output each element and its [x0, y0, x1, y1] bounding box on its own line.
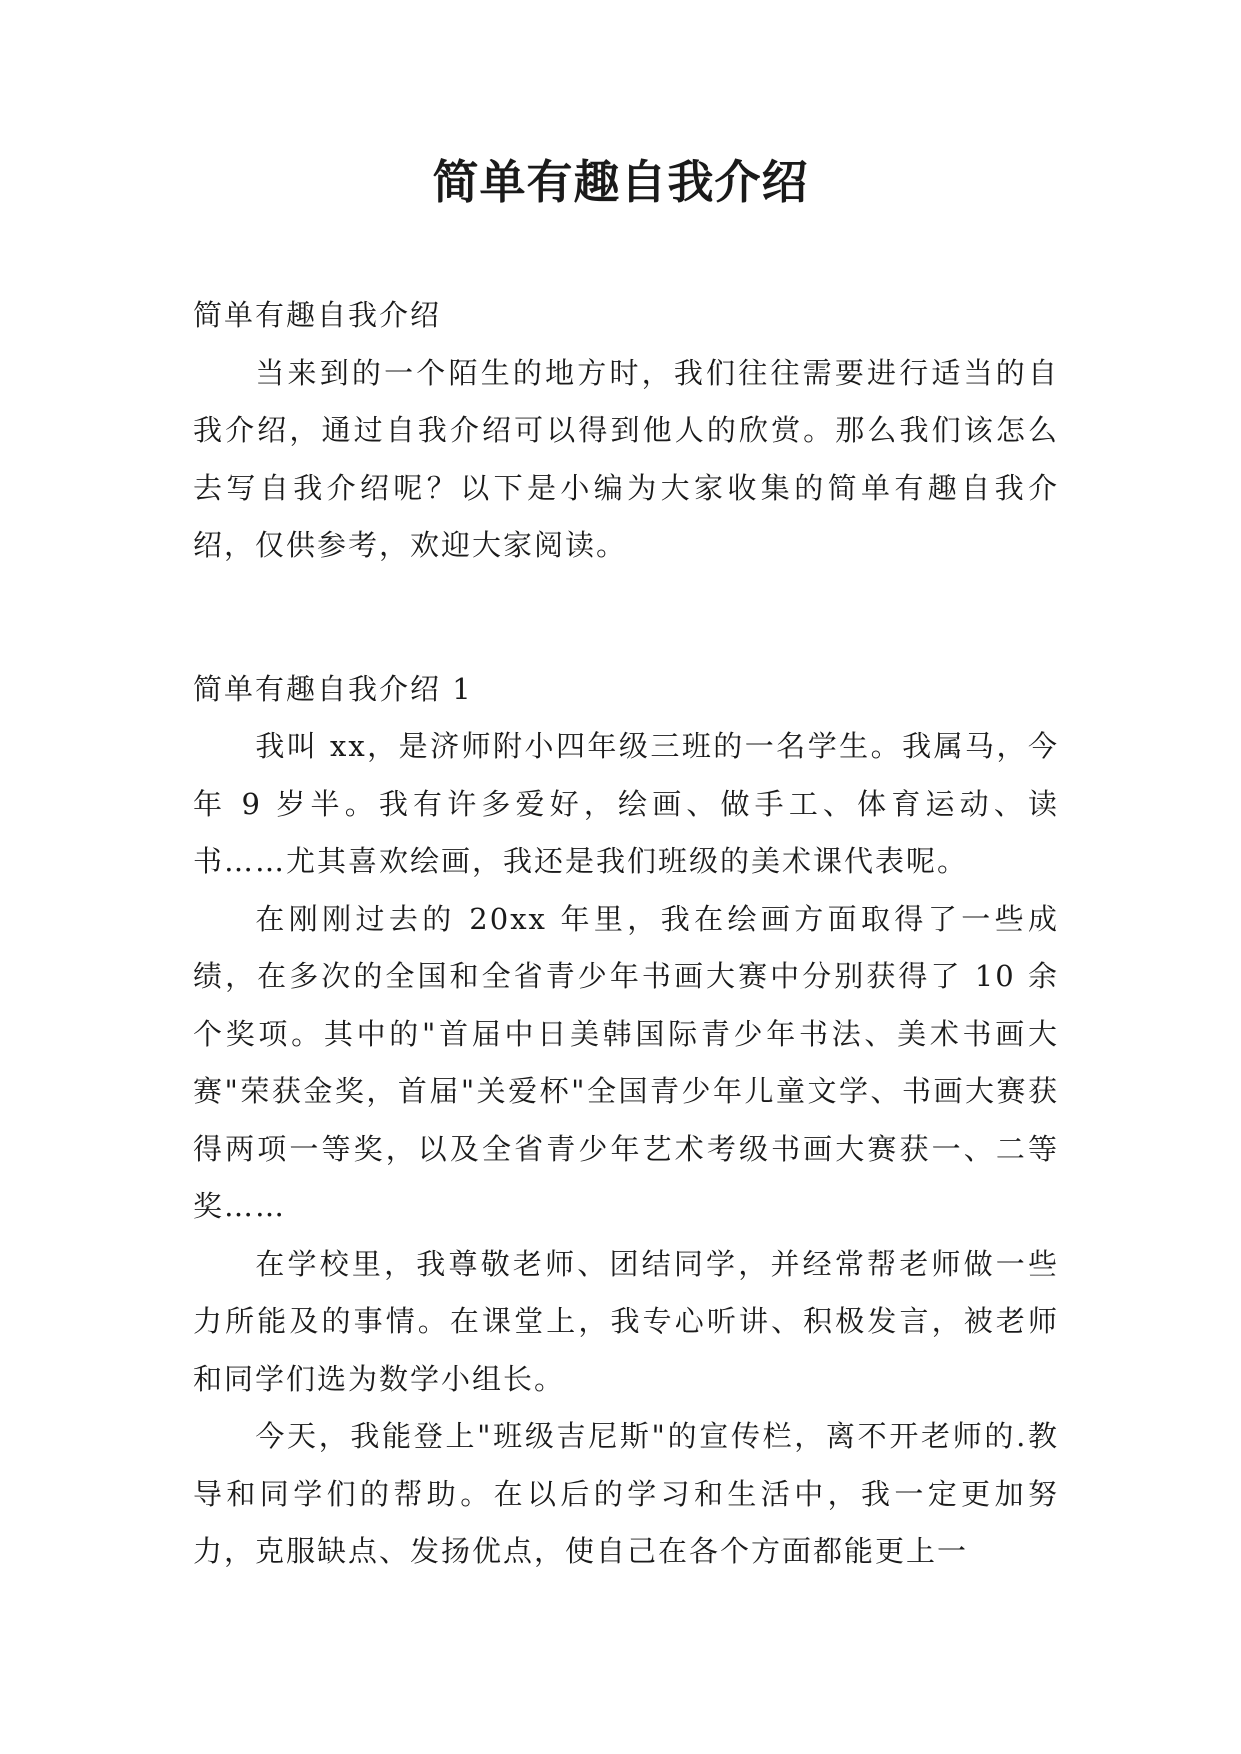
section-paragraph: 我叫 xx，是济师附小四年级三班的一名学生。我属马，今年 9 岁半。我有许多爱好，绘画、做手工、体育运动、读书……尤其喜欢绘画，我还是我们班级的美术课代表呢。: [193, 729, 1059, 878]
intro-paragraph: 当来到的一个陌生的地方时，我们往往需要进行适当的自我介绍，通过自我介绍可以得到他人的欣赏。那么我们该怎么去写自我介绍呢？以下是小编为大家收集的简单有趣自我介绍，仅供参考，欢迎大家阅读。: [193, 355, 1059, 562]
section-paragraph: 在学校里，我尊敬老师、团结同学，并经常帮老师做一些力所能及的事情。在课堂上，我专心听讲、积极发言，被老师和同学们选为数学小组长。: [193, 1246, 1059, 1396]
document-title: 简单有趣自我介绍: [432, 155, 809, 209]
document-body: [193, 287, 1059, 1581]
section-paragraph: 今天，我能登上"班级吉尼斯"的宣传栏，离不开老师的.教导和同学们的帮助。在以后的学习和生活中，我一定更加努力，克服缺点、发扬优点，使自己在各个方面都能更上一: [193, 1419, 1059, 1568]
section-spacer: [193, 575, 1059, 661]
section-paragraph: 在刚刚过去的 20xx 年里，我在绘画方面取得了一些成绩，在多次的全国和全省青少年书画大赛中分别获得了 10 余个奖项。其中的"首届中日美韩国际青少年书法、美术书画大赛"荣获金奖，首届"关爱杯"全国青少年儿童文学、书画大赛获得两项一等奖，以及全省青少年艺术考级书画大赛获一、二等奖……: [193, 901, 1059, 1223]
section-heading-1: 简单有趣自我介绍 1: [193, 671, 473, 706]
intro-heading: 简单有趣自我介绍: [193, 298, 442, 332]
